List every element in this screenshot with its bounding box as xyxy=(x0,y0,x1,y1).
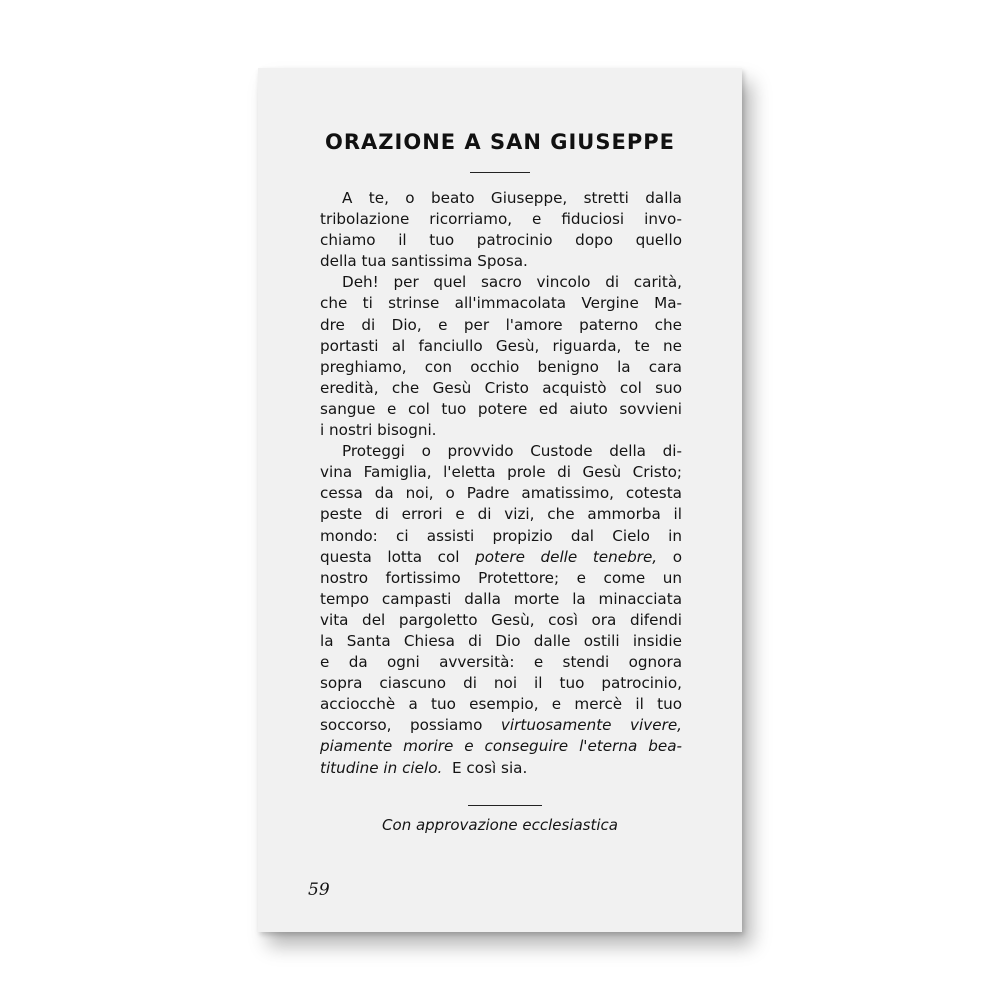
page-title: ORAZIONE A SAN GIUSEPPE xyxy=(325,130,675,154)
text-line: sangue e col tuo potere ed aiuto sovvieni xyxy=(320,399,682,418)
text-line: mondo: ci assisti propizio dal Cielo in xyxy=(320,526,682,545)
closing-divider xyxy=(468,805,542,806)
page-number: 59 xyxy=(308,880,330,900)
text-line: vita del pargoletto Gesù, così ora difendi xyxy=(320,610,682,629)
text-line: A te, o beato Giuseppe, stretti dalla xyxy=(342,189,682,207)
title-divider xyxy=(470,172,530,173)
text-line: cessa da noi, o Padre amatissimo, cotesta xyxy=(320,484,682,503)
approval-note: Con approvazione ecclesiastica xyxy=(382,816,618,834)
text-segment: o xyxy=(672,547,683,566)
prayer-card xyxy=(258,68,742,932)
text-line xyxy=(320,547,682,568)
text-segment: questa lotta col xyxy=(320,547,460,566)
text-line: della tua santissima Sposa. xyxy=(320,252,528,271)
text-line: dre di Dio, e per l'amore paterno che xyxy=(320,315,682,334)
prayer-text xyxy=(320,188,682,779)
text-line: preghiamo, con occhio benigno la cara xyxy=(320,357,682,376)
text-line xyxy=(320,758,682,779)
italic-text-segment: titudine in cielo. xyxy=(320,758,443,777)
text-line: eredità, che Gesù Cristo acquistò col suo xyxy=(320,378,682,397)
text-line: portasti al fanciullo Gesù, riguarda, te ne xyxy=(320,336,682,355)
text-segment: E così sia. xyxy=(452,758,528,777)
italic-text-segment: virtuosamente vivere, xyxy=(500,716,682,735)
text-line: vina Famiglia, l'eletta prole di Gesù Cristo; xyxy=(320,463,682,482)
text-line xyxy=(320,715,682,736)
text-line: che ti strinse all'immacolata Vergine Ma- xyxy=(320,294,682,313)
text-line: tribolazione ricorriamo, e fiduciosi invo- xyxy=(320,210,682,229)
text-line: sopra ciascuno di noi il tuo patrocinio, xyxy=(320,674,682,693)
text-line: chiamo il tuo patrocinio dopo quello xyxy=(320,231,682,250)
text-line: tempo campasti dalla morte la minacciata xyxy=(320,589,682,608)
italic-text-segment: potere delle tenebre, xyxy=(475,547,658,566)
text-line: nostro fortissimo Protettore; e come un xyxy=(320,568,682,587)
text-line: piamente morire e conseguire l'eterna bea- xyxy=(320,737,682,756)
text-line: Proteggi o provvido Custode della di- xyxy=(342,442,682,461)
text-segment: soccorso, possiamo xyxy=(320,716,483,735)
text-line: i nostri bisogni. xyxy=(320,421,437,440)
text-line: peste di errori e di vizi, che ammorba il xyxy=(320,505,682,524)
text-line: acciocchè a tuo esempio, e mercè il tuo xyxy=(320,695,682,714)
text-line: Deh! per quel sacro vincolo di carità, xyxy=(342,273,682,292)
text-line: e da ogni avversità: e stendi ognora xyxy=(320,653,682,672)
text-line: la Santa Chiesa di Dio dalle ostili insidie xyxy=(320,631,682,650)
